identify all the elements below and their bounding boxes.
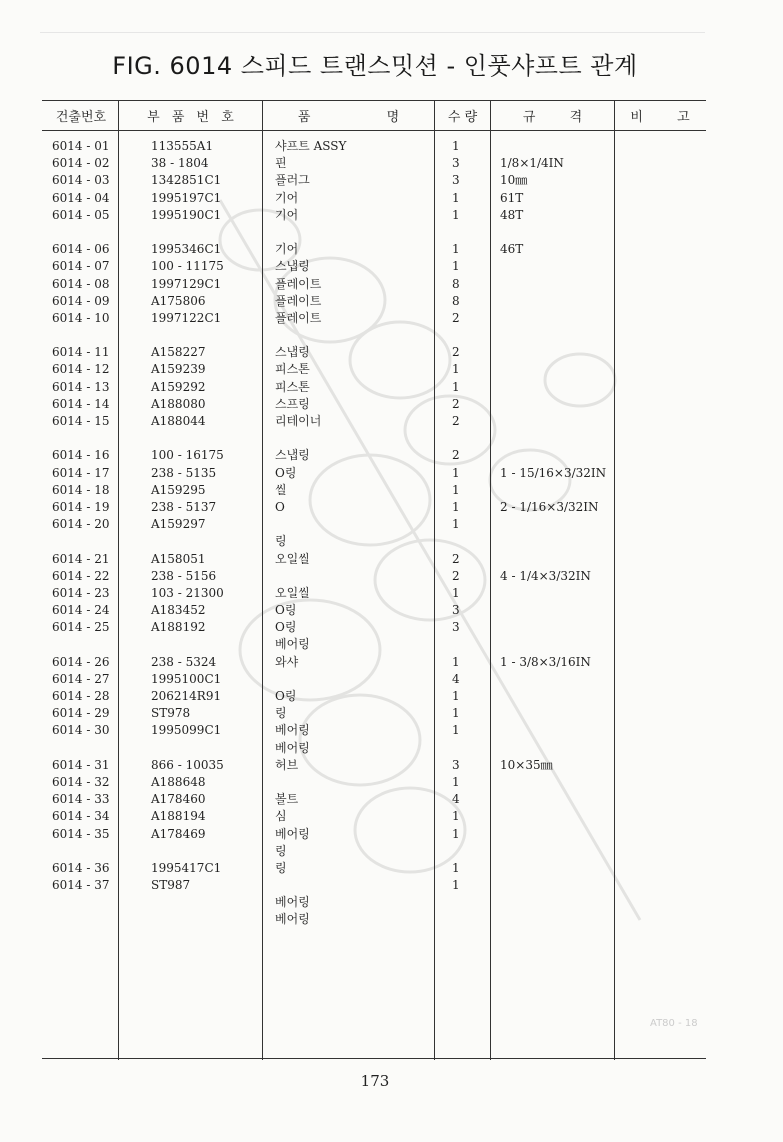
quantity-cell: 1 [452, 465, 460, 480]
part-name-cell: 베어링 [275, 637, 310, 652]
part-number-cell: 1997129C1 [151, 276, 222, 291]
index-cell: 6014 - 27 [52, 671, 110, 686]
spec-cell [500, 843, 612, 860]
part-name-cell: O링 [275, 603, 297, 618]
spec-cell [500, 705, 612, 722]
quantity-cell: 4 [452, 792, 460, 807]
index-cell: 6014 - 25 [52, 620, 110, 635]
part-name-cell: 스프링 [275, 396, 310, 411]
part-number-cell: 238 - 5156 [151, 568, 217, 583]
index-cell [52, 224, 116, 241]
part-name-cell: 플레이트 [275, 310, 322, 325]
part-number-cell: 1995190C1 [151, 207, 222, 222]
part-number-cell: 238 - 5324 [151, 654, 217, 669]
spec-cell [500, 619, 612, 636]
part-number-cell [151, 533, 259, 550]
part-name-cell: O링 [275, 689, 297, 703]
part-name-cell [275, 671, 430, 688]
index-cell: 6014 - 11 [52, 345, 110, 360]
part-number-cell: 38 - 1804 [151, 156, 209, 171]
index-cell: 6014 - 03 [52, 173, 110, 188]
index-cell: 6014 - 33 [52, 792, 110, 807]
part-number-cell: 100 - 16175 [151, 448, 224, 463]
spec-cell [500, 808, 612, 825]
part-name-cell: 심 [275, 809, 287, 824]
spec-cell: 61T [500, 190, 524, 205]
quantity-cell: 1 [452, 689, 460, 703]
index-cell: 6014 - 15 [52, 414, 110, 428]
part-name-cell: 샤프트 ASSY [275, 139, 347, 153]
index-cell [52, 740, 116, 757]
quantity-cell: 1 [452, 517, 460, 532]
header-remarks: 비 고 [630, 110, 690, 125]
part-number-cell [151, 843, 259, 860]
quantity-cell: 1 [452, 259, 460, 274]
header-spec: 규 격 [522, 110, 583, 125]
spec-cell [500, 379, 612, 396]
part-name-cell: 피스톤 [275, 379, 310, 394]
spec-cell [500, 276, 612, 293]
part-name-cell: 스냅링 [275, 259, 310, 274]
quantity-cell: 1 [452, 362, 460, 377]
part-number-cell: A158051 [151, 551, 206, 566]
quantity-cell: 4 [452, 671, 460, 686]
part-name-cell: 기어 [275, 242, 299, 257]
part-number-cell: 866 - 10035 [151, 757, 224, 772]
quantity-cell: 2 [452, 414, 460, 428]
spec-cell [500, 396, 612, 413]
part-name-cell: 베어링 [275, 740, 310, 755]
spec-cell [500, 430, 612, 447]
spec-cell [500, 671, 612, 688]
part-number-cell: A188194 [151, 809, 206, 824]
spec-cell [500, 688, 612, 705]
quantity-cell: 2 [452, 345, 460, 360]
part-number-cell [151, 224, 259, 241]
part-name-cell: 스냅링 [275, 345, 310, 360]
part-name-cell: 링 [275, 706, 287, 721]
header-quantity: 수 량 [447, 110, 478, 125]
part-name-cell: 스냅링 [275, 448, 310, 463]
part-name-cell: 오일씰 [275, 551, 310, 566]
spec-cell [500, 138, 612, 155]
index-cell [52, 636, 116, 653]
index-cell: 6014 - 28 [52, 689, 110, 703]
part-number-cell [151, 636, 259, 653]
part-number-cell: 238 - 5137 [151, 499, 217, 514]
part-name-cell: 볼트 [275, 792, 299, 807]
index-cell: 6014 - 18 [52, 482, 110, 497]
part-name-cell: 베어링 [275, 912, 310, 927]
spec-cell [500, 791, 612, 808]
spec-cell: 10㎜ [500, 173, 528, 188]
part-number-cell: 1995100C1 [151, 671, 222, 686]
part-number-cell: A188080 [151, 396, 206, 411]
quantity-cell: 3 [452, 156, 460, 171]
index-cell: 6014 - 06 [52, 242, 110, 257]
quantity-cell: 1 [452, 878, 460, 893]
part-name-cell: 베어링 [275, 895, 310, 910]
index-cell: 6014 - 04 [52, 190, 110, 205]
quantity-cell: 2 [452, 448, 460, 463]
part-number-cell: 1995346C1 [151, 242, 222, 257]
column-divider [262, 100, 263, 1060]
part-number-cell: A159295 [151, 482, 206, 497]
index-cell [52, 533, 116, 550]
part-number-cell: 103 - 21300 [151, 585, 224, 600]
quantity-cell: 1 [452, 499, 460, 514]
spec-cell [500, 516, 612, 533]
column-divider [434, 100, 435, 1060]
quantity-column [452, 138, 480, 894]
index-column [52, 138, 116, 894]
quantity-cell: 2 [452, 551, 460, 566]
part-name-cell: 기어 [275, 190, 299, 205]
part-name-column [275, 138, 430, 929]
spec-cell [500, 860, 612, 877]
index-cell: 6014 - 07 [52, 259, 110, 274]
part-number-cell: 100 - 11175 [151, 259, 224, 274]
part-number-cell: A175806 [151, 293, 206, 308]
quantity-cell [452, 740, 480, 757]
part-name-cell: 씰 [275, 482, 287, 497]
spec-cell [500, 293, 612, 310]
spec-cell: 4 - 1/4×3/32IN [500, 568, 591, 583]
column-divider [490, 100, 491, 1060]
spec-cell: 46T [500, 242, 524, 257]
quantity-cell [452, 327, 480, 344]
header-part-name: 품 명 [297, 110, 400, 125]
part-number-cell: A159239 [151, 362, 206, 377]
part-name-cell: 오일씰 [275, 585, 310, 600]
spec-cell [500, 740, 612, 757]
spec-cell [500, 533, 612, 550]
column-divider [118, 100, 119, 1060]
part-name-cell: 와샤 [275, 654, 299, 669]
quantity-cell: 1 [452, 139, 460, 153]
spec-cell [500, 482, 612, 499]
part-name-cell: 링 [275, 860, 287, 875]
spec-cell [500, 327, 612, 344]
spec-cell: 48T [500, 207, 524, 222]
quantity-cell: 2 [452, 568, 460, 583]
index-cell: 6014 - 34 [52, 809, 110, 824]
spec-cell [500, 636, 612, 653]
part-name-cell: 베어링 [275, 826, 310, 841]
index-cell: 6014 - 16 [52, 448, 110, 463]
spec-cell [500, 361, 612, 378]
part-number-cell: A188648 [151, 774, 206, 789]
quantity-cell: 1 [452, 774, 460, 789]
index-cell [52, 843, 116, 860]
spec-cell [500, 344, 612, 361]
quantity-cell [452, 533, 480, 550]
part-name-cell: 플레이트 [275, 276, 322, 291]
index-cell: 6014 - 22 [52, 568, 110, 583]
header-bottom-rule [42, 130, 706, 131]
part-number-cell: ST987 [151, 878, 191, 893]
spec-cell [500, 877, 612, 894]
part-number-cell: A183452 [151, 603, 206, 618]
index-cell: 6014 - 08 [52, 276, 110, 291]
table-top-rule [42, 100, 706, 101]
index-cell: 6014 - 17 [52, 465, 110, 480]
part-number-column [151, 138, 259, 894]
part-number-cell [151, 327, 259, 344]
quantity-cell: 1 [452, 723, 460, 738]
part-number-cell: 1342851C1 [151, 173, 222, 188]
part-name-cell: O링 [275, 620, 297, 635]
part-name-cell: 링 [275, 534, 287, 549]
part-name-cell [275, 516, 430, 533]
spec-cell: 1 - 3/8×3/16IN [500, 654, 591, 669]
part-number-cell: A159297 [151, 517, 206, 532]
part-name-cell: 기어 [275, 207, 299, 222]
spec-cell [500, 585, 612, 602]
quantity-cell [452, 430, 480, 447]
part-name-cell [275, 430, 430, 447]
quantity-cell [452, 843, 480, 860]
spec-cell [500, 310, 612, 327]
index-cell: 6014 - 32 [52, 774, 110, 789]
part-name-cell [275, 877, 430, 894]
quantity-cell: 1 [452, 860, 460, 875]
column-divider [614, 100, 615, 1060]
part-number-cell: 1997122C1 [151, 310, 222, 325]
quantity-cell: 1 [452, 379, 460, 394]
part-name-cell: 핀 [275, 156, 287, 171]
part-number-cell: 1995197C1 [151, 190, 222, 205]
part-name-cell: 리테이너 [275, 414, 322, 428]
spec-cell [500, 826, 612, 843]
index-cell: 6014 - 20 [52, 517, 110, 532]
index-cell: 6014 - 35 [52, 826, 110, 841]
index-cell: 6014 - 10 [52, 310, 110, 325]
index-cell: 6014 - 31 [52, 757, 110, 772]
part-name-cell: O링 [275, 465, 297, 480]
index-cell: 6014 - 23 [52, 585, 110, 600]
quantity-cell: 3 [452, 603, 460, 618]
index-cell: 6014 - 01 [52, 139, 110, 153]
quantity-cell: 2 [452, 310, 460, 325]
quantity-cell: 1 [452, 809, 460, 824]
part-number-cell: 1995099C1 [151, 723, 222, 738]
index-cell: 6014 - 12 [52, 362, 110, 377]
quantity-cell [452, 224, 480, 241]
table-bottom-rule [42, 1058, 706, 1059]
quantity-cell: 3 [452, 757, 460, 772]
spec-cell [500, 722, 612, 739]
page-number: 173 [360, 1072, 390, 1090]
spec-cell: 2 - 1/16×3/32IN [500, 499, 599, 514]
quantity-cell: 1 [452, 207, 460, 222]
part-number-cell: A178469 [151, 826, 206, 841]
index-cell: 6014 - 37 [52, 878, 110, 893]
part-number-cell: A178460 [151, 792, 206, 807]
spec-cell [500, 224, 612, 241]
quantity-cell: 8 [452, 293, 460, 308]
part-number-cell: A158227 [151, 345, 206, 360]
quantity-cell [452, 636, 480, 653]
part-number-cell: 206214R91 [151, 689, 222, 703]
spec-cell [500, 447, 612, 464]
index-cell: 6014 - 29 [52, 706, 110, 721]
part-name-cell [275, 224, 430, 241]
spec-cell: 1 - 15/16×3/32IN [500, 465, 607, 480]
header-index: 건출번호 [55, 110, 107, 125]
index-cell: 6014 - 30 [52, 723, 110, 738]
part-number-cell [151, 430, 259, 447]
part-name-cell: 피스톤 [275, 362, 310, 377]
header-part-number: 부 품 번 호 [147, 110, 234, 125]
index-cell: 6014 - 14 [52, 396, 110, 411]
part-name-cell: 플레이트 [275, 293, 322, 308]
part-number-cell: 1995417C1 [151, 860, 222, 875]
spec-cell: 1/8×1/4IN [500, 156, 564, 171]
spec-cell [500, 551, 612, 568]
quantity-cell: 8 [452, 276, 460, 291]
spec-cell [500, 413, 612, 430]
page-top-rule [40, 32, 705, 33]
quantity-cell: 1 [452, 654, 460, 669]
part-name-cell: O [275, 499, 285, 514]
index-cell: 6014 - 05 [52, 207, 110, 222]
index-cell: 6014 - 02 [52, 156, 110, 171]
part-name-cell [275, 774, 430, 791]
part-number-cell [151, 740, 259, 757]
figure-title: FIG. 6014 스피드 트랜스밋션 - 인풋샤프트 관계 [112, 52, 638, 80]
index-cell: 6014 - 09 [52, 293, 110, 308]
index-cell [52, 327, 116, 344]
part-name-cell: 베어링 [275, 723, 310, 738]
quantity-cell: 3 [452, 620, 460, 635]
part-number-cell: 238 - 5135 [151, 465, 217, 480]
quantity-cell: 2 [452, 396, 460, 411]
quantity-cell: 1 [452, 585, 460, 600]
index-cell: 6014 - 26 [52, 654, 110, 669]
spec-cell: 10×35㎜ [500, 757, 553, 772]
index-cell: 6014 - 21 [52, 551, 110, 566]
part-number-cell: 113555A1 [151, 139, 214, 153]
quantity-cell: 1 [452, 706, 460, 721]
quantity-cell: 1 [452, 482, 460, 497]
part-name-cell [275, 327, 430, 344]
part-name-cell: 허브 [275, 757, 299, 772]
part-number-cell: A188192 [151, 620, 206, 635]
part-number-cell: ST978 [151, 706, 191, 721]
spec-cell [500, 774, 612, 791]
quantity-cell: 3 [452, 173, 460, 188]
quantity-cell: 1 [452, 826, 460, 841]
spec-cell [500, 258, 612, 275]
index-cell: 6014 - 36 [52, 860, 110, 875]
quantity-cell: 1 [452, 242, 460, 257]
part-name-cell [275, 568, 430, 585]
index-cell [52, 430, 116, 447]
part-number-cell: A159292 [151, 379, 206, 394]
index-cell: 6014 - 19 [52, 499, 110, 514]
part-name-cell: 링 [275, 843, 287, 858]
spec-column [500, 138, 612, 894]
part-number-cell: A188044 [151, 414, 206, 428]
spec-cell [500, 602, 612, 619]
index-cell: 6014 - 24 [52, 603, 110, 618]
faint-ink-mark: AT80 - 18 [650, 1018, 698, 1029]
quantity-cell: 1 [452, 190, 460, 205]
index-cell: 6014 - 13 [52, 379, 110, 394]
part-name-cell: 플러그 [275, 173, 310, 188]
